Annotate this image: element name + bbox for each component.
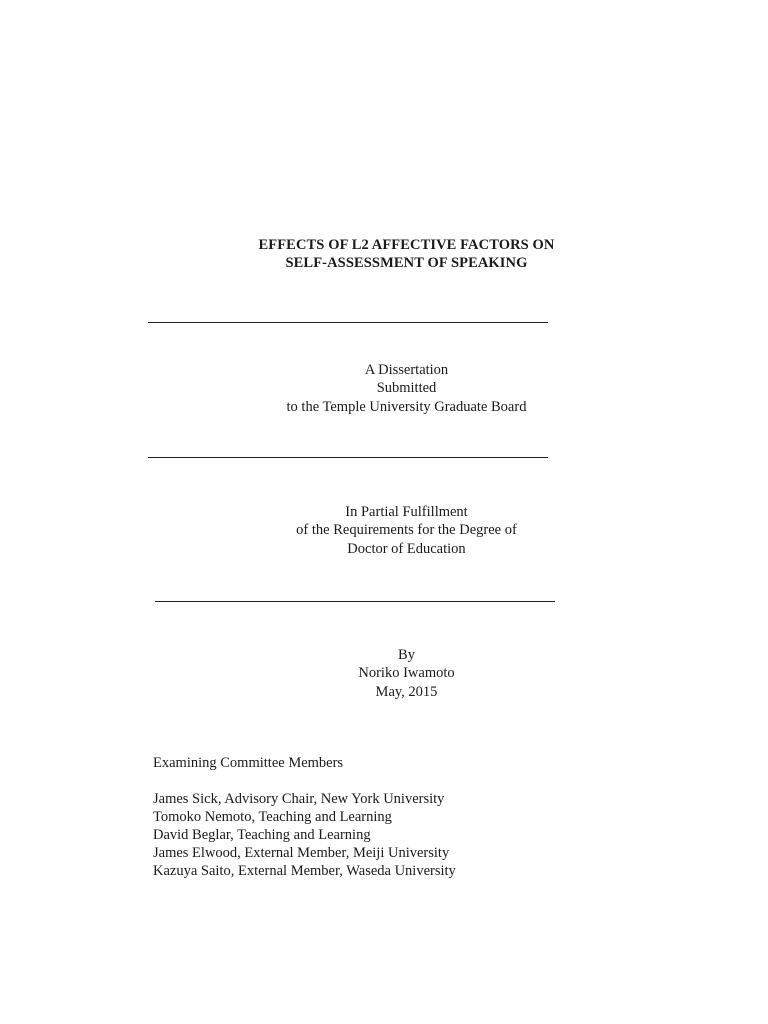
- submission-line-3: to the Temple University Graduate Board: [286, 398, 527, 415]
- committee-heading: Examining Committee Members: [153, 755, 344, 771]
- divider-rule-3: [155, 601, 555, 602]
- author-block: [0, 646, 768, 701]
- submission-block: [0, 361, 768, 416]
- author-date: May, 2015: [375, 683, 438, 700]
- title-line-2: SELF-ASSESSMENT OF SPEAKING: [285, 255, 528, 271]
- committee-member: Kazuya Saito, External Member, Waseda University: [153, 863, 456, 879]
- committee-block: [153, 754, 456, 880]
- submission-line-1: A Dissertation: [364, 362, 449, 378]
- committee-member: James Elwood, External Member, Meiji University: [153, 845, 450, 861]
- dissertation-title: [0, 236, 768, 272]
- fulfillment-line-1: In Partial Fulfillment: [345, 504, 468, 520]
- divider-rule-1: [148, 322, 548, 323]
- fulfillment-line-2: of the Requirements for the Degree of: [296, 522, 517, 539]
- fulfillment-block: [0, 503, 768, 558]
- author-name: Noriko Iwamoto: [358, 665, 455, 682]
- committee-member: Tomoko Nemoto, Teaching and Learning: [153, 809, 392, 825]
- submission-line-2: Submitted: [376, 380, 437, 397]
- fulfillment-line-3: Doctor of Education: [347, 540, 466, 557]
- divider-rule-2: [148, 457, 548, 458]
- title-line-1: EFFECTS OF L2 AFFECTIVE FACTORS ON: [258, 237, 555, 253]
- committee-member: David Beglar, Teaching and Learning: [153, 827, 371, 843]
- author-by: By: [398, 647, 415, 663]
- committee-member: James Sick, Advisory Chair, New York University: [153, 791, 445, 807]
